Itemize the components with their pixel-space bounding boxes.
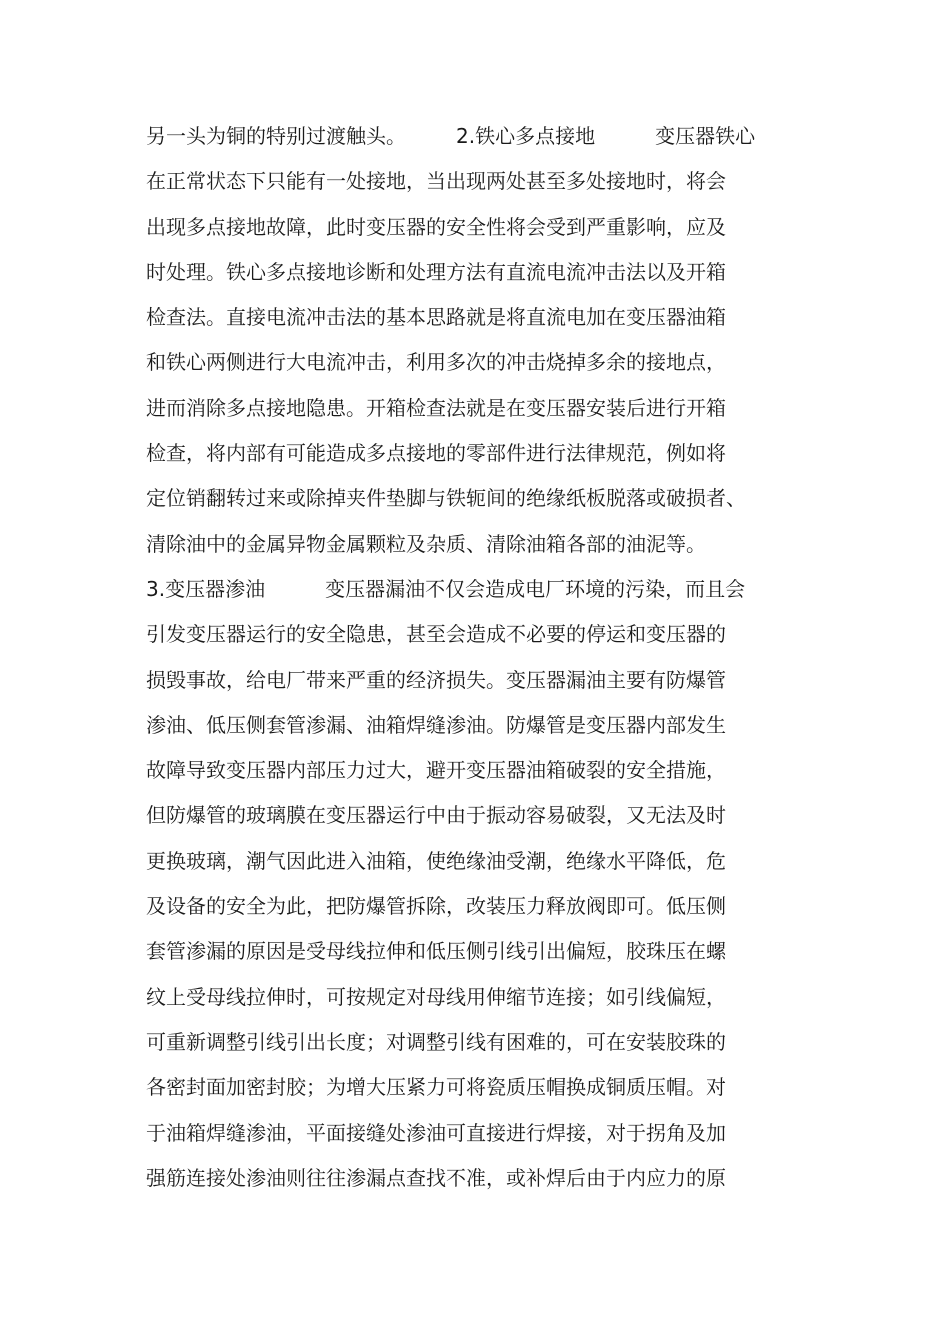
text-line: 故障导致变压器内部压力过大，避开变压器油箱破裂的安全措施， — [146, 758, 726, 783]
text-line: 时处理。铁心多点接地诊断和处理方法有直流电流冲击法以及开箱 — [146, 259, 726, 284]
text-line: 但防爆管的玻璃膜在变压器运行中由于振动容易破裂，又无法及时 — [146, 803, 726, 828]
text-line: 强筋连接处渗油则往往渗漏点查找不准，或补焊后由于内应力的原 — [146, 1165, 726, 1190]
text-line: 可重新调整引线引出长度；对调整引线有困难的，可在安装胶珠的 — [146, 1029, 726, 1054]
text-line: 定位销翻转过来或除掉夹件垫脚与铁轭间的绝缘纸板脱落或破损者、 — [146, 486, 746, 511]
text-line: 和铁心两侧进行大电流冲击，利用多次的冲击烧掉多余的接地点， — [146, 350, 726, 375]
text-line: 检查，将内部有可能造成多点接地的零部件进行法律规范，例如将 — [146, 441, 726, 466]
text-line: 更换玻璃，潮气因此进入油箱，使绝缘油受潮，绝缘水平降低，危 — [146, 848, 726, 873]
text-line: 检查法。直接电流冲击法的基本思路就是将直流电加在变压器油箱 — [146, 305, 726, 330]
text-line: 于油箱焊缝渗油，平面接缝处渗油可直接进行焊接，对于拐角及加 — [146, 1120, 726, 1145]
text-line: 在正常状态下只能有一处接地，当出现两处甚至多处接地时，将会 — [146, 169, 726, 194]
text-line: 损毁事故，给电厂带来严重的经济损失。变压器漏油主要有防爆管 — [146, 667, 726, 692]
text-line: 套管渗漏的原因是受母线拉伸和低压侧引线引出偏短，胶珠压在螺 — [146, 939, 726, 964]
text-line: 进而消除多点接地隐患。开箱检查法就是在变压器安装后进行开箱 — [146, 395, 726, 420]
text-line: 清除油中的金属异物金属颗粒及杂质、清除油箱各部的油泥等。 — [146, 531, 706, 556]
text-line: 引发变压器运行的安全隐患，甚至会造成不必要的停运和变压器的 — [146, 622, 726, 647]
text-line: 及设备的安全为此，把防爆管拆除，改装压力释放阀即可。低压侧 — [146, 894, 726, 919]
text-line: 渗油、低压侧套管渗漏、油箱焊缝渗油。防爆管是变压器内部发生 — [146, 712, 726, 737]
text-line: 3.变压器渗油 变压器漏油不仅会造成电厂环境的污染，而且会 — [146, 576, 746, 601]
text-line: 各密封面加密封胶；为增大压紧力可将瓷质压帽换成铜质压帽。对 — [146, 1075, 726, 1100]
text-line: 出现多点接地故障，此时变压器的安全性将会受到严重影响，应及 — [146, 214, 726, 239]
text-line: 另一头为铜的特别过渡触头。 2.铁心多点接地 变压器铁心 — [146, 124, 756, 148]
text-line: 纹上受母线拉伸时，可按规定对母线用伸缩节连接；如引线偏短， — [146, 984, 726, 1009]
body-text — [146, 114, 816, 1201]
